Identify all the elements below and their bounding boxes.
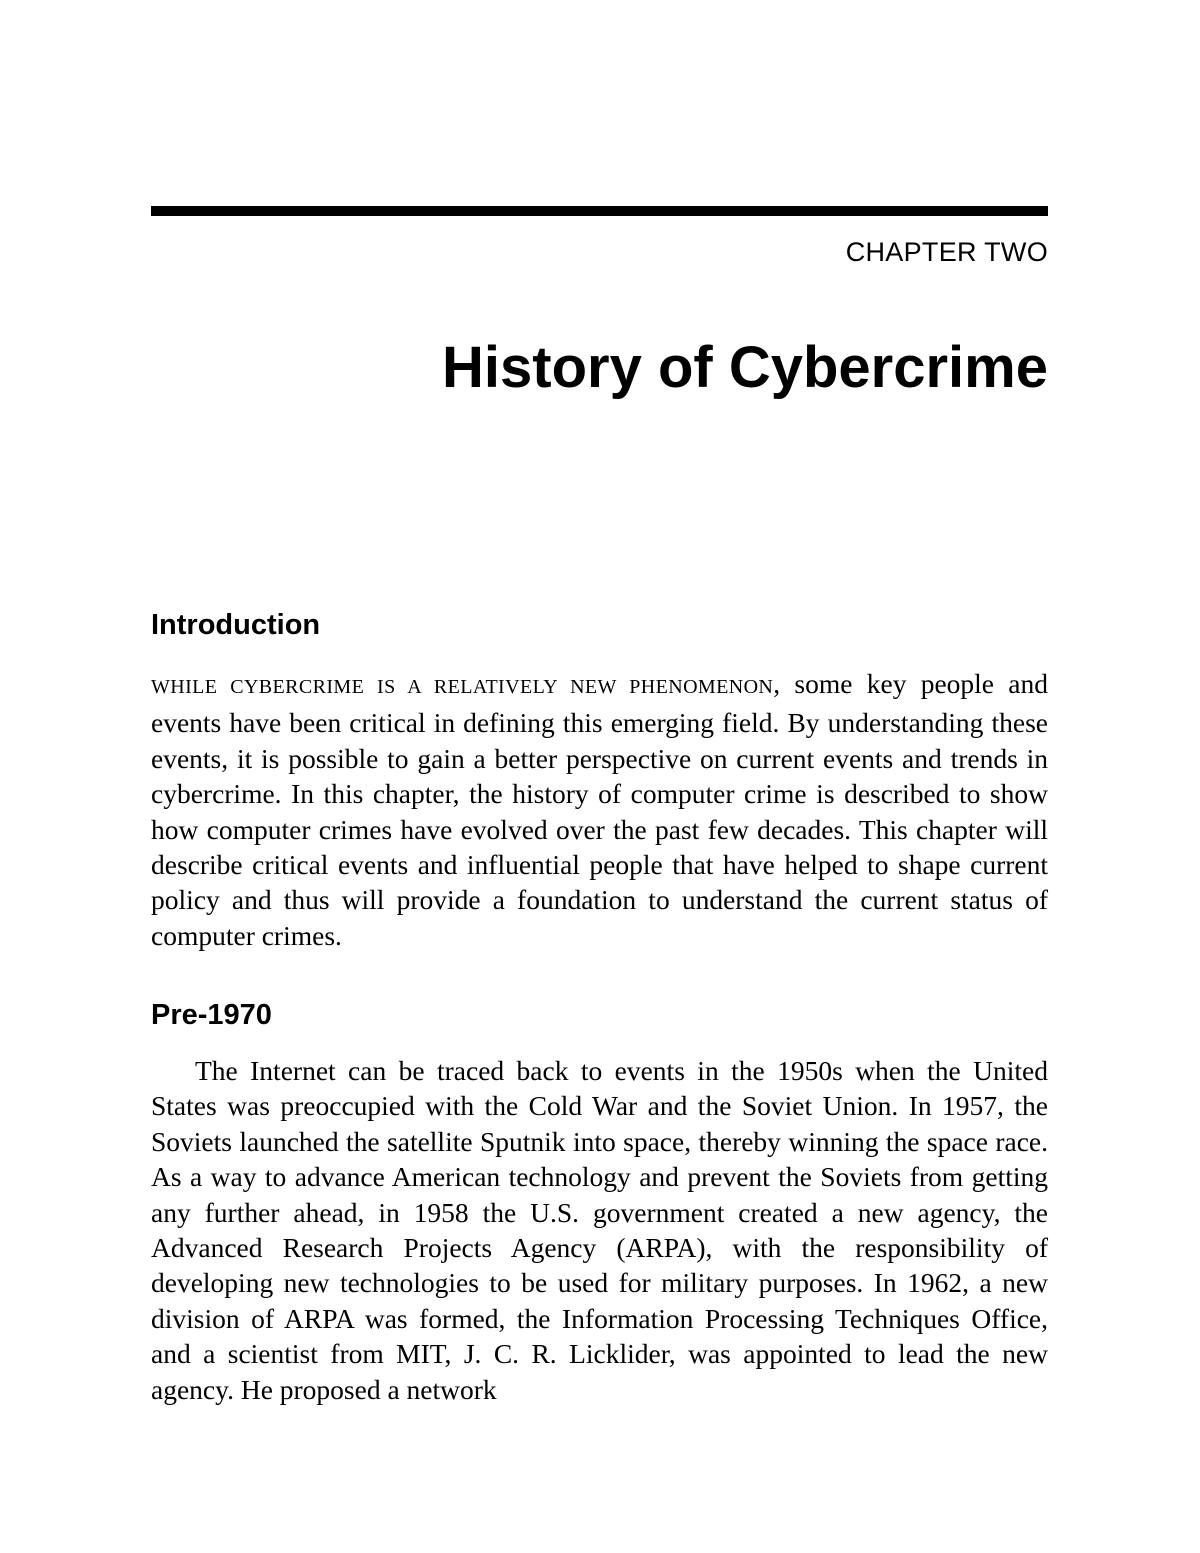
section-heading-pre-1970: Pre-1970 xyxy=(151,999,272,1031)
introduction-body: , some key people and events have been critical in defining this emerging field. By understanding these events, it is possible to gain a better perspective on current events and trends in cybercrime. In this chapter, the history of computer crime is described to show how computer crimes have evolved over the past few decades. This chapter will describe critical events and influential people that have helped to shape current policy and thus will provide a foundation to understand the current status of computer crimes. xyxy=(151,668,1048,951)
introduction-paragraph xyxy=(151,666,1048,953)
chapter-title: History of Cybercrime xyxy=(442,335,1048,400)
introduction-lead-in: WHILE CYBERCRIME IS A RELATIVELY NEW PHENOMENON xyxy=(151,676,774,698)
chapter-label: CHAPTER TWO xyxy=(845,237,1048,267)
section-heading-introduction: Introduction xyxy=(151,609,321,641)
pre-1970-paragraph: The Internet can be traced back to events in the 1950s when the United States was preoccupied with the Cold War and the Soviet Union. In 1957, the Soviets launched the satellite Sputnik into space, thereby winning the space race. As a way to advance American technology and prevent the Soviets from getting any further ahead, in 1958 the U.S. government created a new agency, the Advanced Research Projects Agency (ARPA), with the responsibility of developing new technologies to be used for military purposes. In 1962, a new division of ARPA was formed, the Information Processing Techniques Office, and a scientist from MIT, J. C. R. Licklider, was appointed to lead the new agency. He proposed a network xyxy=(151,1055,1048,1405)
document-page xyxy=(151,0,1048,1553)
chapter-top-rule xyxy=(151,206,1048,216)
